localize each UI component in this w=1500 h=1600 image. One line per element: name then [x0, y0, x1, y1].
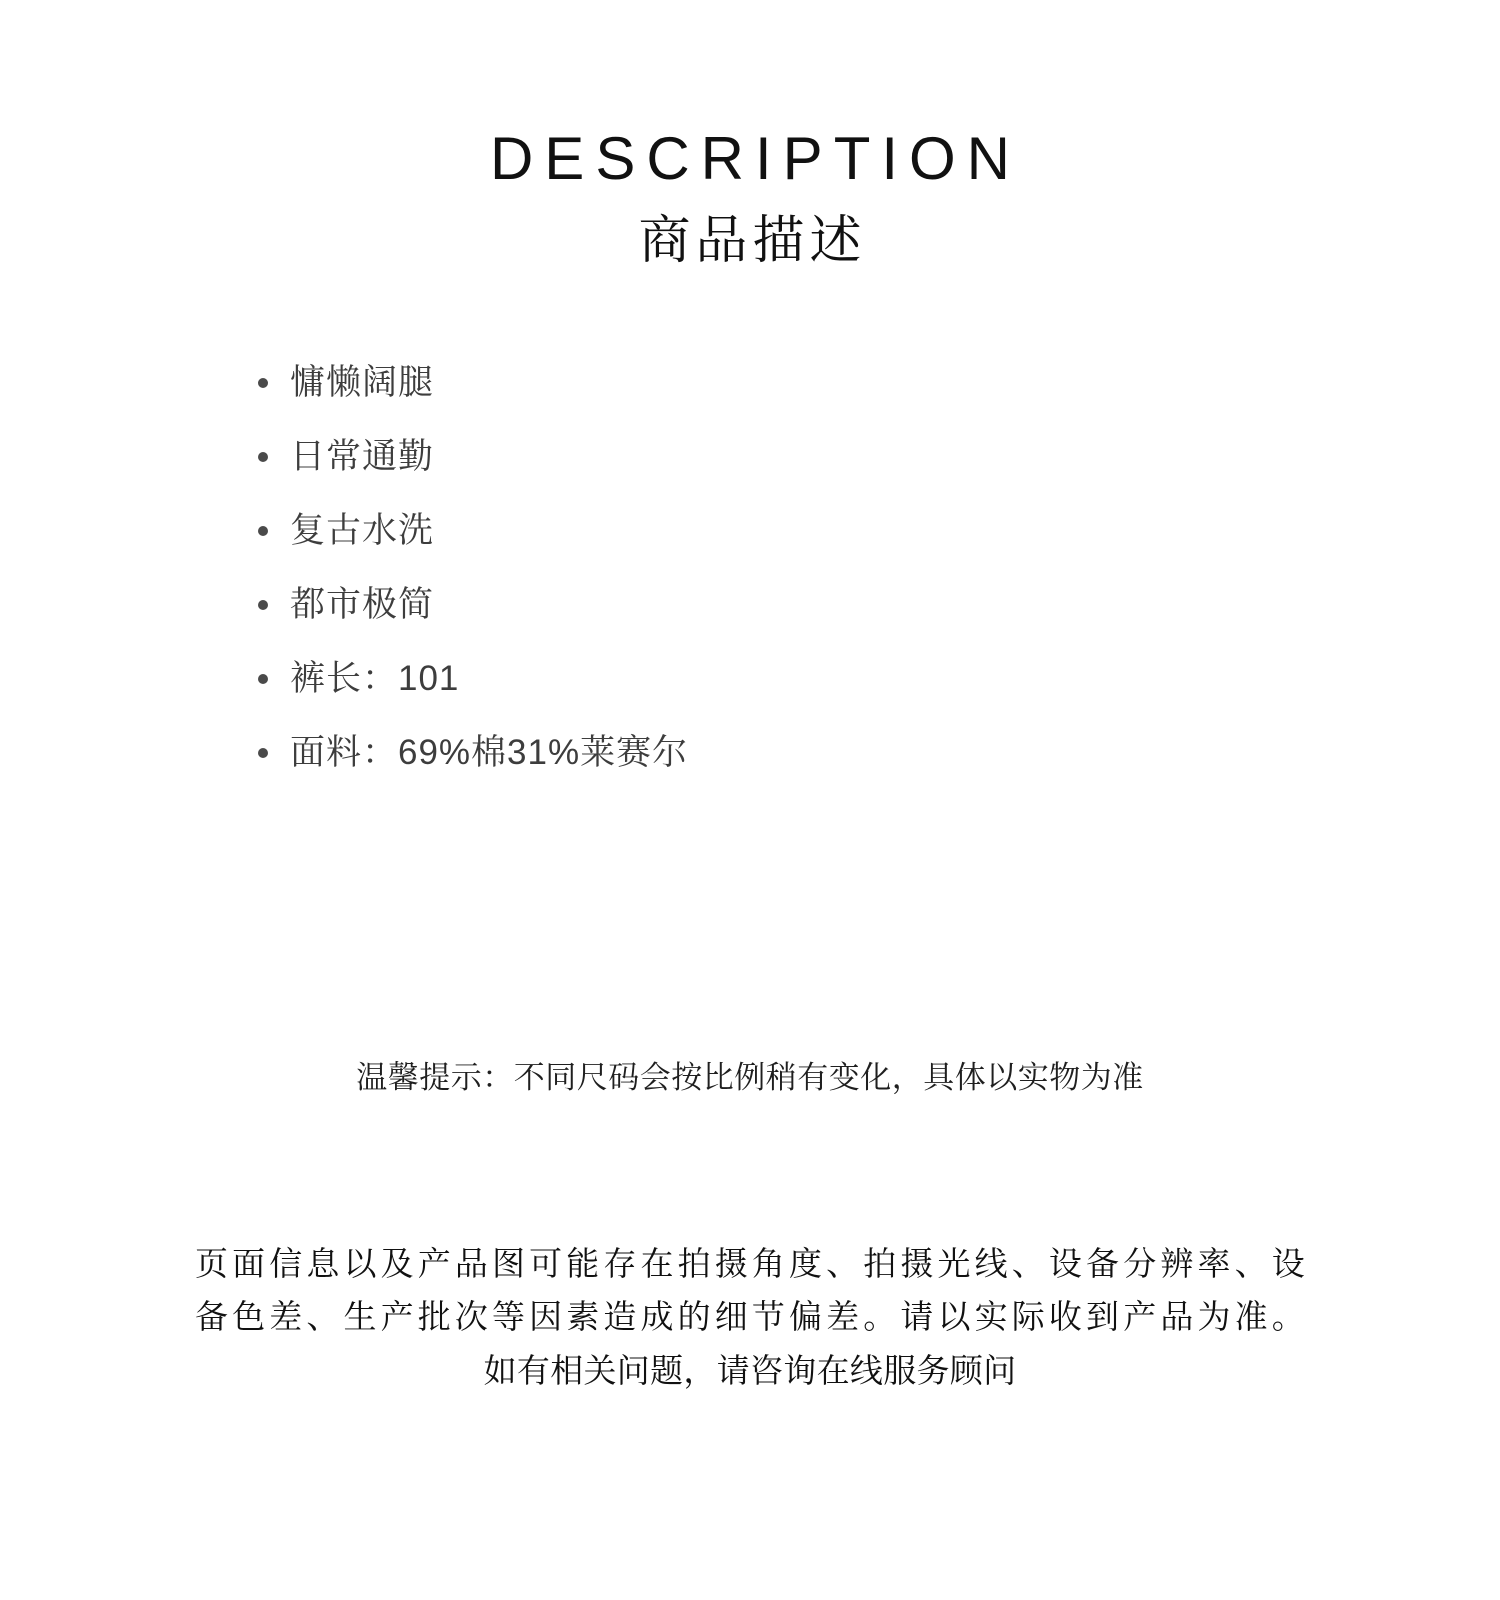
- disclaimer-line-1: 页面信息以及产品图可能存在拍摄角度、拍摄光线、设备分辨率、设: [195, 1245, 1305, 1282]
- bullet-icon: [258, 526, 268, 536]
- feature-label: 裤长：101: [290, 658, 460, 698]
- bullet-icon: [258, 748, 268, 758]
- bullet-icon: [258, 674, 268, 684]
- list-item: [258, 715, 688, 789]
- size-tip-note: 温馨提示：不同尺码会按比例稍有变化，具体以实物为准: [356, 1060, 1144, 1095]
- feature-label: 日常通勤: [290, 436, 435, 476]
- list-item: [258, 493, 688, 567]
- list-item: [258, 567, 688, 641]
- feature-label: 慵懒阔腿: [290, 362, 435, 402]
- list-item: [258, 419, 688, 493]
- bullet-icon: [258, 378, 268, 388]
- page-title-chinese: 商品描述: [638, 212, 867, 270]
- list-item: [258, 641, 688, 715]
- feature-label: 都市极简: [290, 584, 435, 624]
- bullet-icon: [258, 452, 268, 462]
- list-item: [258, 345, 688, 419]
- page-header: [0, 0, 1500, 276]
- page-title-english: DESCRIPTION: [489, 125, 1022, 192]
- disclaimer-line-3: 如有相关问题，请咨询在线服务顾问: [483, 1351, 1017, 1389]
- bullet-icon: [258, 600, 268, 610]
- disclaimer-line-2: 备色差、生产批次等因素造成的细节偏差。请以实际收到产品为准。: [195, 1298, 1305, 1336]
- feature-list: [258, 345, 688, 789]
- disclaimer-block: [195, 1237, 1305, 1397]
- feature-label: 面料：69%棉31%莱赛尔: [290, 732, 689, 772]
- feature-label: 复古水洗: [290, 510, 435, 550]
